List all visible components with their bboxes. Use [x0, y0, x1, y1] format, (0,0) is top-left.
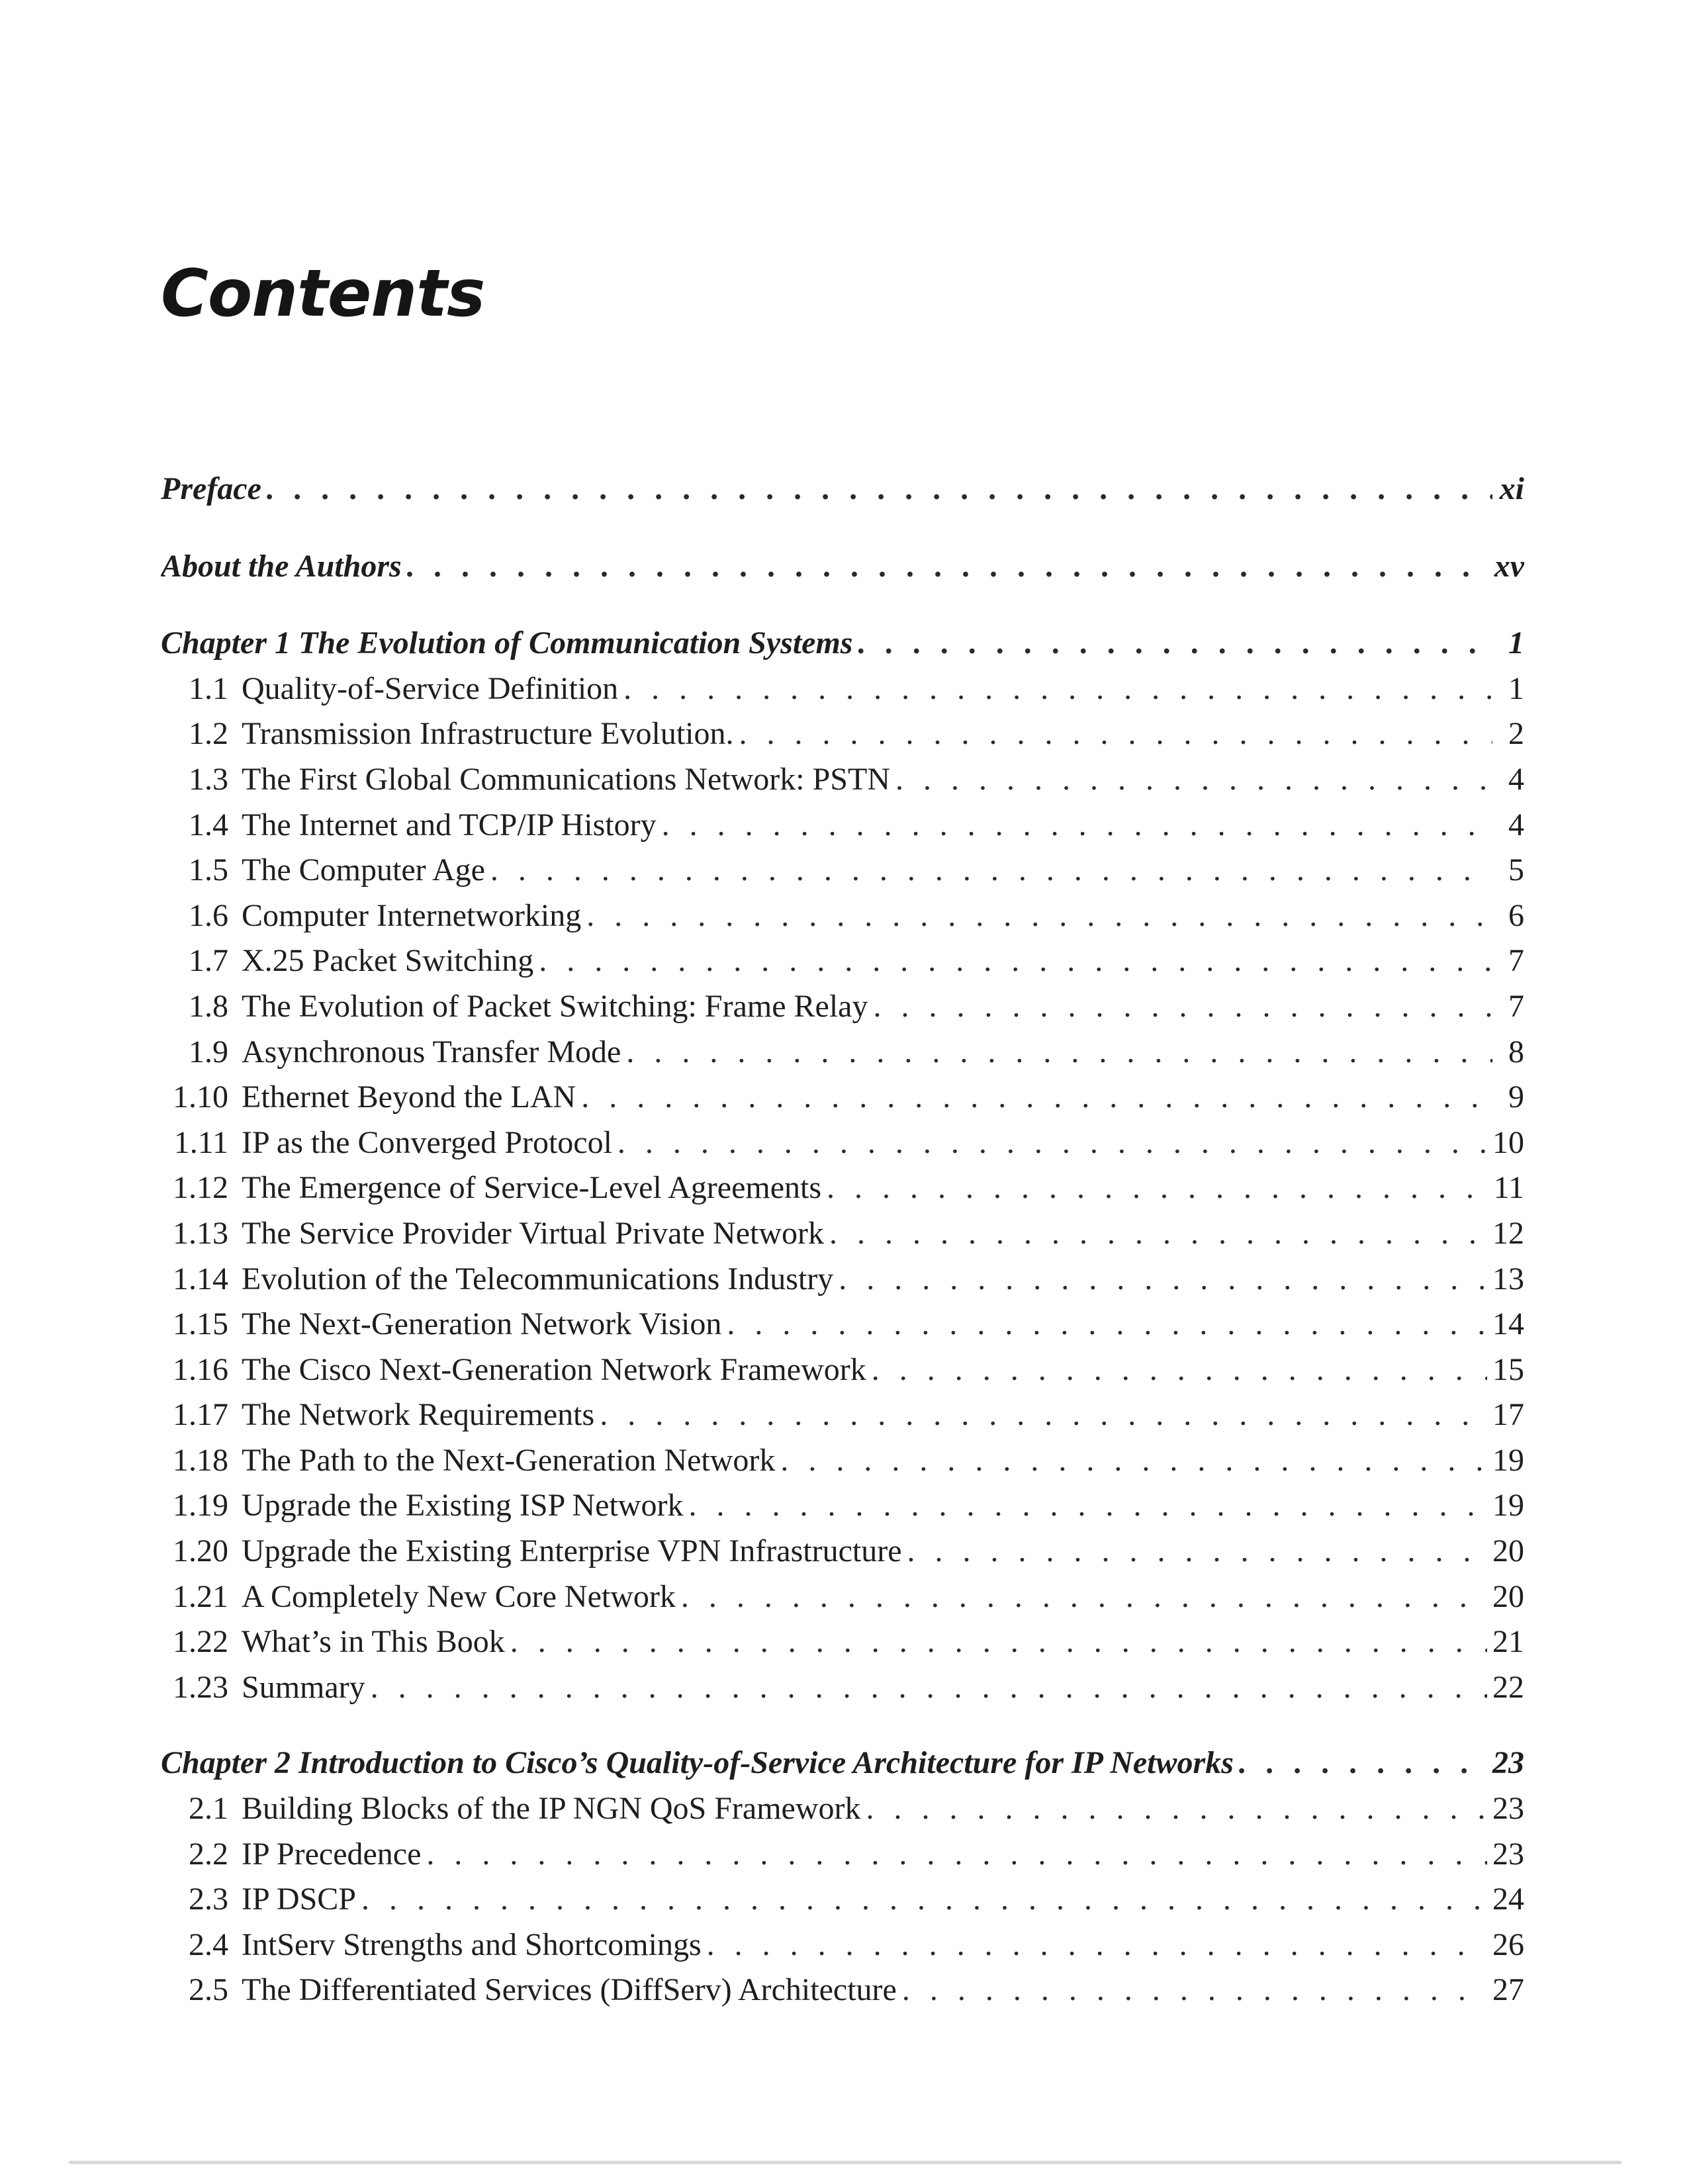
toc-entry[interactable] [161, 1165, 1524, 1211]
toc-entry[interactable] [161, 1211, 1524, 1257]
toc-entry[interactable] [161, 1030, 1524, 1075]
toc-entry-number: 1.14 [173, 1261, 228, 1297]
toc-entry-page: 20 [1492, 1533, 1524, 1569]
toc-entry-label: The Path to the Next-Generation Network [242, 1442, 776, 1478]
spacer [161, 589, 1524, 621]
dot-leader [490, 848, 1492, 893]
toc-entry-page: 5 [1508, 852, 1524, 888]
toc-entry-label: IP as the Converged Protocol [242, 1124, 612, 1160]
toc-entry[interactable] [161, 1529, 1524, 1574]
toc-entry-page: 8 [1508, 1034, 1524, 1069]
toc-entry-label: The Internet and TCP/IP History [242, 807, 657, 842]
dot-leader [426, 1832, 1487, 1878]
toc-entry[interactable] [161, 1832, 1524, 1878]
toc-entry[interactable] [161, 848, 1524, 893]
spacer [161, 1710, 1524, 1741]
toc-entry-page: 7 [1508, 988, 1524, 1024]
toc-entry-number: 1.19 [173, 1488, 228, 1524]
toc-entry[interactable] [161, 1619, 1524, 1665]
toc-entry-page: 9 [1508, 1079, 1524, 1115]
dot-leader [681, 1574, 1487, 1620]
toc-entry-label: Evolution of the Telecommunications Industry [242, 1261, 834, 1297]
page-title: Contents [161, 256, 485, 332]
toc-entry-label: Summary [242, 1669, 365, 1705]
toc-entry-number: 1.3 [189, 761, 228, 797]
toc-entry-page: 12 [1492, 1215, 1524, 1251]
toc-entry-number: 1.11 [173, 1124, 228, 1160]
dot-leader [581, 1075, 1492, 1120]
dot-leader [586, 893, 1492, 939]
chapter-1-sections [161, 666, 1524, 1711]
toc-entry-page: 10 [1492, 1124, 1524, 1160]
dot-leader [872, 1347, 1487, 1393]
toc-entry-about-the-authors[interactable] [161, 544, 1524, 590]
toc-entry-page: 21 [1492, 1624, 1524, 1660]
toc-entry-number: 2.5 [189, 1972, 228, 2008]
dot-leader [626, 1030, 1492, 1075]
front-matter [161, 467, 1524, 512]
toc-entry-page: 6 [1508, 897, 1524, 933]
toc-entry-label: Computer Internetworking [242, 897, 582, 933]
toc-entry[interactable] [161, 1392, 1524, 1438]
toc-entry-label: Chapter 1 The Evolution of Communication Systems [161, 625, 853, 661]
dot-leader [727, 1302, 1487, 1347]
table-of-contents [161, 467, 1524, 2013]
toc-entry-page: xi [1499, 471, 1524, 506]
toc-entry-page: 22 [1492, 1669, 1524, 1705]
toc-entry[interactable] [161, 1923, 1524, 1968]
toc-entry-page: 2 [1508, 716, 1524, 752]
toc-entry-number: 1.7 [189, 943, 228, 979]
bottom-divider [69, 2161, 1621, 2164]
toc-entry-page: 11 [1493, 1170, 1524, 1206]
toc-entry-page: 15 [1492, 1351, 1524, 1387]
toc-entry-number: 1.17 [173, 1397, 228, 1433]
toc-entry-label: The Service Provider Virtual Private Network [242, 1215, 824, 1251]
toc-entry-number: 1.2 [189, 716, 228, 752]
toc-entry-number: 1.6 [189, 897, 228, 933]
dot-leader [600, 1392, 1487, 1438]
dot-leader [662, 803, 1492, 848]
toc-entry-label: The Next-Generation Network Vision [242, 1306, 722, 1342]
toc-entry-label: The Cisco Next-Generation Network Framework [242, 1351, 866, 1387]
dot-leader [739, 711, 1492, 757]
toc-entry-page: 23 [1492, 1745, 1524, 1781]
toc-entry-page: 19 [1492, 1442, 1524, 1478]
toc-entry-label: IntServ Strengths and Shortcomings [242, 1927, 702, 1962]
toc-entry-number: 2.3 [189, 1882, 228, 1917]
toc-entry-label: The Evolution of Packet Switching: Frame Relay [242, 988, 868, 1024]
dot-leader [829, 1211, 1487, 1257]
toc-entry[interactable] [161, 803, 1524, 848]
toc-entry-label: IP Precedence [242, 1836, 422, 1872]
dot-leader [902, 1968, 1487, 2013]
toc-entry-page: 23 [1492, 1836, 1524, 1872]
chapter-2 [161, 1741, 1524, 2013]
toc-chapter-heading[interactable] [161, 621, 1524, 666]
toc-entry-preface[interactable] [161, 467, 1524, 512]
dot-leader [780, 1438, 1487, 1484]
toc-entry-label: Preface [161, 471, 261, 506]
toc-entry[interactable] [161, 984, 1524, 1030]
toc-entry-page: 24 [1492, 1882, 1524, 1917]
dot-leader [895, 757, 1492, 803]
toc-entry[interactable] [161, 1968, 1524, 2013]
toc-entry-page: 23 [1492, 1791, 1524, 1827]
toc-entry[interactable] [161, 1302, 1524, 1347]
dot-leader [371, 1665, 1487, 1711]
toc-entry-number: 2.1 [189, 1791, 228, 1827]
toc-entry[interactable] [161, 1347, 1524, 1393]
chapter-1 [161, 621, 1524, 1710]
toc-entry-label: Transmission Infrastructure Evolution. [242, 716, 734, 752]
toc-entry[interactable] [161, 757, 1524, 803]
toc-entry[interactable] [161, 893, 1524, 939]
toc-entry-label: About the Authors [161, 548, 402, 584]
toc-entry[interactable] [161, 1786, 1524, 1832]
toc-entry-number: 1.4 [189, 807, 228, 842]
dot-leader [617, 1120, 1487, 1166]
toc-entry-label: X.25 Packet Switching [242, 943, 534, 979]
toc-entry-label: The Differentiated Services (DiffServ) Architecture [242, 1972, 897, 2008]
toc-entry-label: Building Blocks of the IP NGN QoS Framework [242, 1791, 861, 1827]
toc-entry-number: 1.23 [173, 1669, 228, 1705]
toc-entry-page: 4 [1508, 761, 1524, 797]
toc-entry[interactable] [161, 1483, 1524, 1529]
toc-entry-page: xv [1494, 548, 1524, 584]
toc-entry-page: 20 [1492, 1578, 1524, 1614]
dot-leader [510, 1619, 1487, 1665]
front-matter-authors [161, 544, 1524, 590]
toc-entry-label: A Completely New Core Network [242, 1578, 676, 1614]
toc-entry-page: 4 [1508, 807, 1524, 842]
toc-entry-number: 2.2 [189, 1836, 228, 1872]
toc-entry-number: 1.20 [173, 1533, 228, 1569]
dot-leader [907, 1529, 1488, 1574]
dot-leader [361, 1877, 1487, 1923]
toc-entry[interactable] [161, 1574, 1524, 1620]
toc-entry-label: The Computer Age [242, 852, 485, 888]
toc-entry[interactable] [161, 1877, 1524, 1923]
toc-entry[interactable] [161, 938, 1524, 984]
dot-leader [267, 467, 1492, 512]
dot-leader [866, 1786, 1487, 1832]
dot-leader [827, 1165, 1488, 1211]
toc-chapter-heading[interactable] [161, 1741, 1524, 1786]
toc-entry-page: 19 [1492, 1488, 1524, 1524]
toc-entry-number: 1.5 [189, 852, 228, 888]
toc-entry-number: 1.9 [189, 1034, 228, 1069]
toc-entry[interactable] [161, 1120, 1524, 1166]
dot-leader [839, 1257, 1487, 1302]
toc-entry-label: Chapter 2 Introduction to Cisco’s Quality-of-Service Architecture for IP Networks [161, 1745, 1234, 1781]
chapter-2-sections [161, 1786, 1524, 2013]
toc-entry-label: The First Global Communications Network: PSTN [242, 761, 890, 797]
toc-entry-page: 26 [1492, 1927, 1524, 1962]
toc-entry-number: 2.4 [189, 1927, 228, 1962]
toc-entry[interactable] [161, 1075, 1524, 1120]
toc-entry-label: Quality-of-Service Definition [242, 670, 619, 706]
toc-entry-label: The Emergence of Service-Level Agreements [242, 1170, 822, 1206]
toc-entry-number: 1.22 [173, 1624, 228, 1660]
toc-entry-number: 1.13 [173, 1215, 228, 1251]
dot-leader [623, 666, 1492, 712]
dot-leader [539, 938, 1492, 984]
spacer [161, 512, 1524, 544]
toc-entry[interactable] [161, 1257, 1524, 1302]
dot-leader [1239, 1741, 1487, 1786]
dot-leader [688, 1483, 1487, 1529]
dot-leader [858, 621, 1492, 666]
toc-entry-label: Asynchronous Transfer Mode [242, 1034, 621, 1069]
dot-leader [407, 544, 1489, 590]
toc-entry-number: 1.16 [173, 1351, 228, 1387]
toc-entry-number: 1.21 [173, 1578, 228, 1614]
toc-entry-label: What’s in This Book [242, 1624, 505, 1660]
toc-entry-number: 1.10 [173, 1079, 228, 1115]
toc-entry-number: 1.1 [189, 670, 228, 706]
toc-entry-number: 1.18 [173, 1442, 228, 1478]
toc-entry-page: 1 [1508, 670, 1524, 706]
toc-entry[interactable] [161, 666, 1524, 712]
dot-leader [873, 984, 1492, 1030]
toc-entry-number: 1.15 [173, 1306, 228, 1342]
toc-entry-number: 1.12 [173, 1170, 228, 1206]
toc-entry-label: Upgrade the Existing Enterprise VPN Infrastructure [242, 1533, 902, 1569]
toc-entry-page: 7 [1508, 943, 1524, 979]
toc-entry-label: IP DSCP [242, 1882, 356, 1917]
toc-entry-page: 17 [1492, 1397, 1524, 1433]
toc-entry-label: The Network Requirements [242, 1397, 595, 1433]
toc-entry[interactable] [161, 1438, 1524, 1484]
toc-entry-page: 14 [1492, 1306, 1524, 1342]
toc-entry-page: 27 [1492, 1972, 1524, 2008]
toc-entry-page: 1 [1508, 625, 1524, 661]
toc-entry-page: 13 [1492, 1261, 1524, 1297]
toc-entry-number: 1.8 [189, 988, 228, 1024]
dot-leader [707, 1923, 1487, 1968]
toc-entry-label: Upgrade the Existing ISP Network [242, 1488, 684, 1524]
toc-entry[interactable] [161, 1665, 1524, 1711]
toc-entry-label: Ethernet Beyond the LAN [242, 1079, 576, 1115]
toc-entry[interactable] [161, 711, 1524, 757]
